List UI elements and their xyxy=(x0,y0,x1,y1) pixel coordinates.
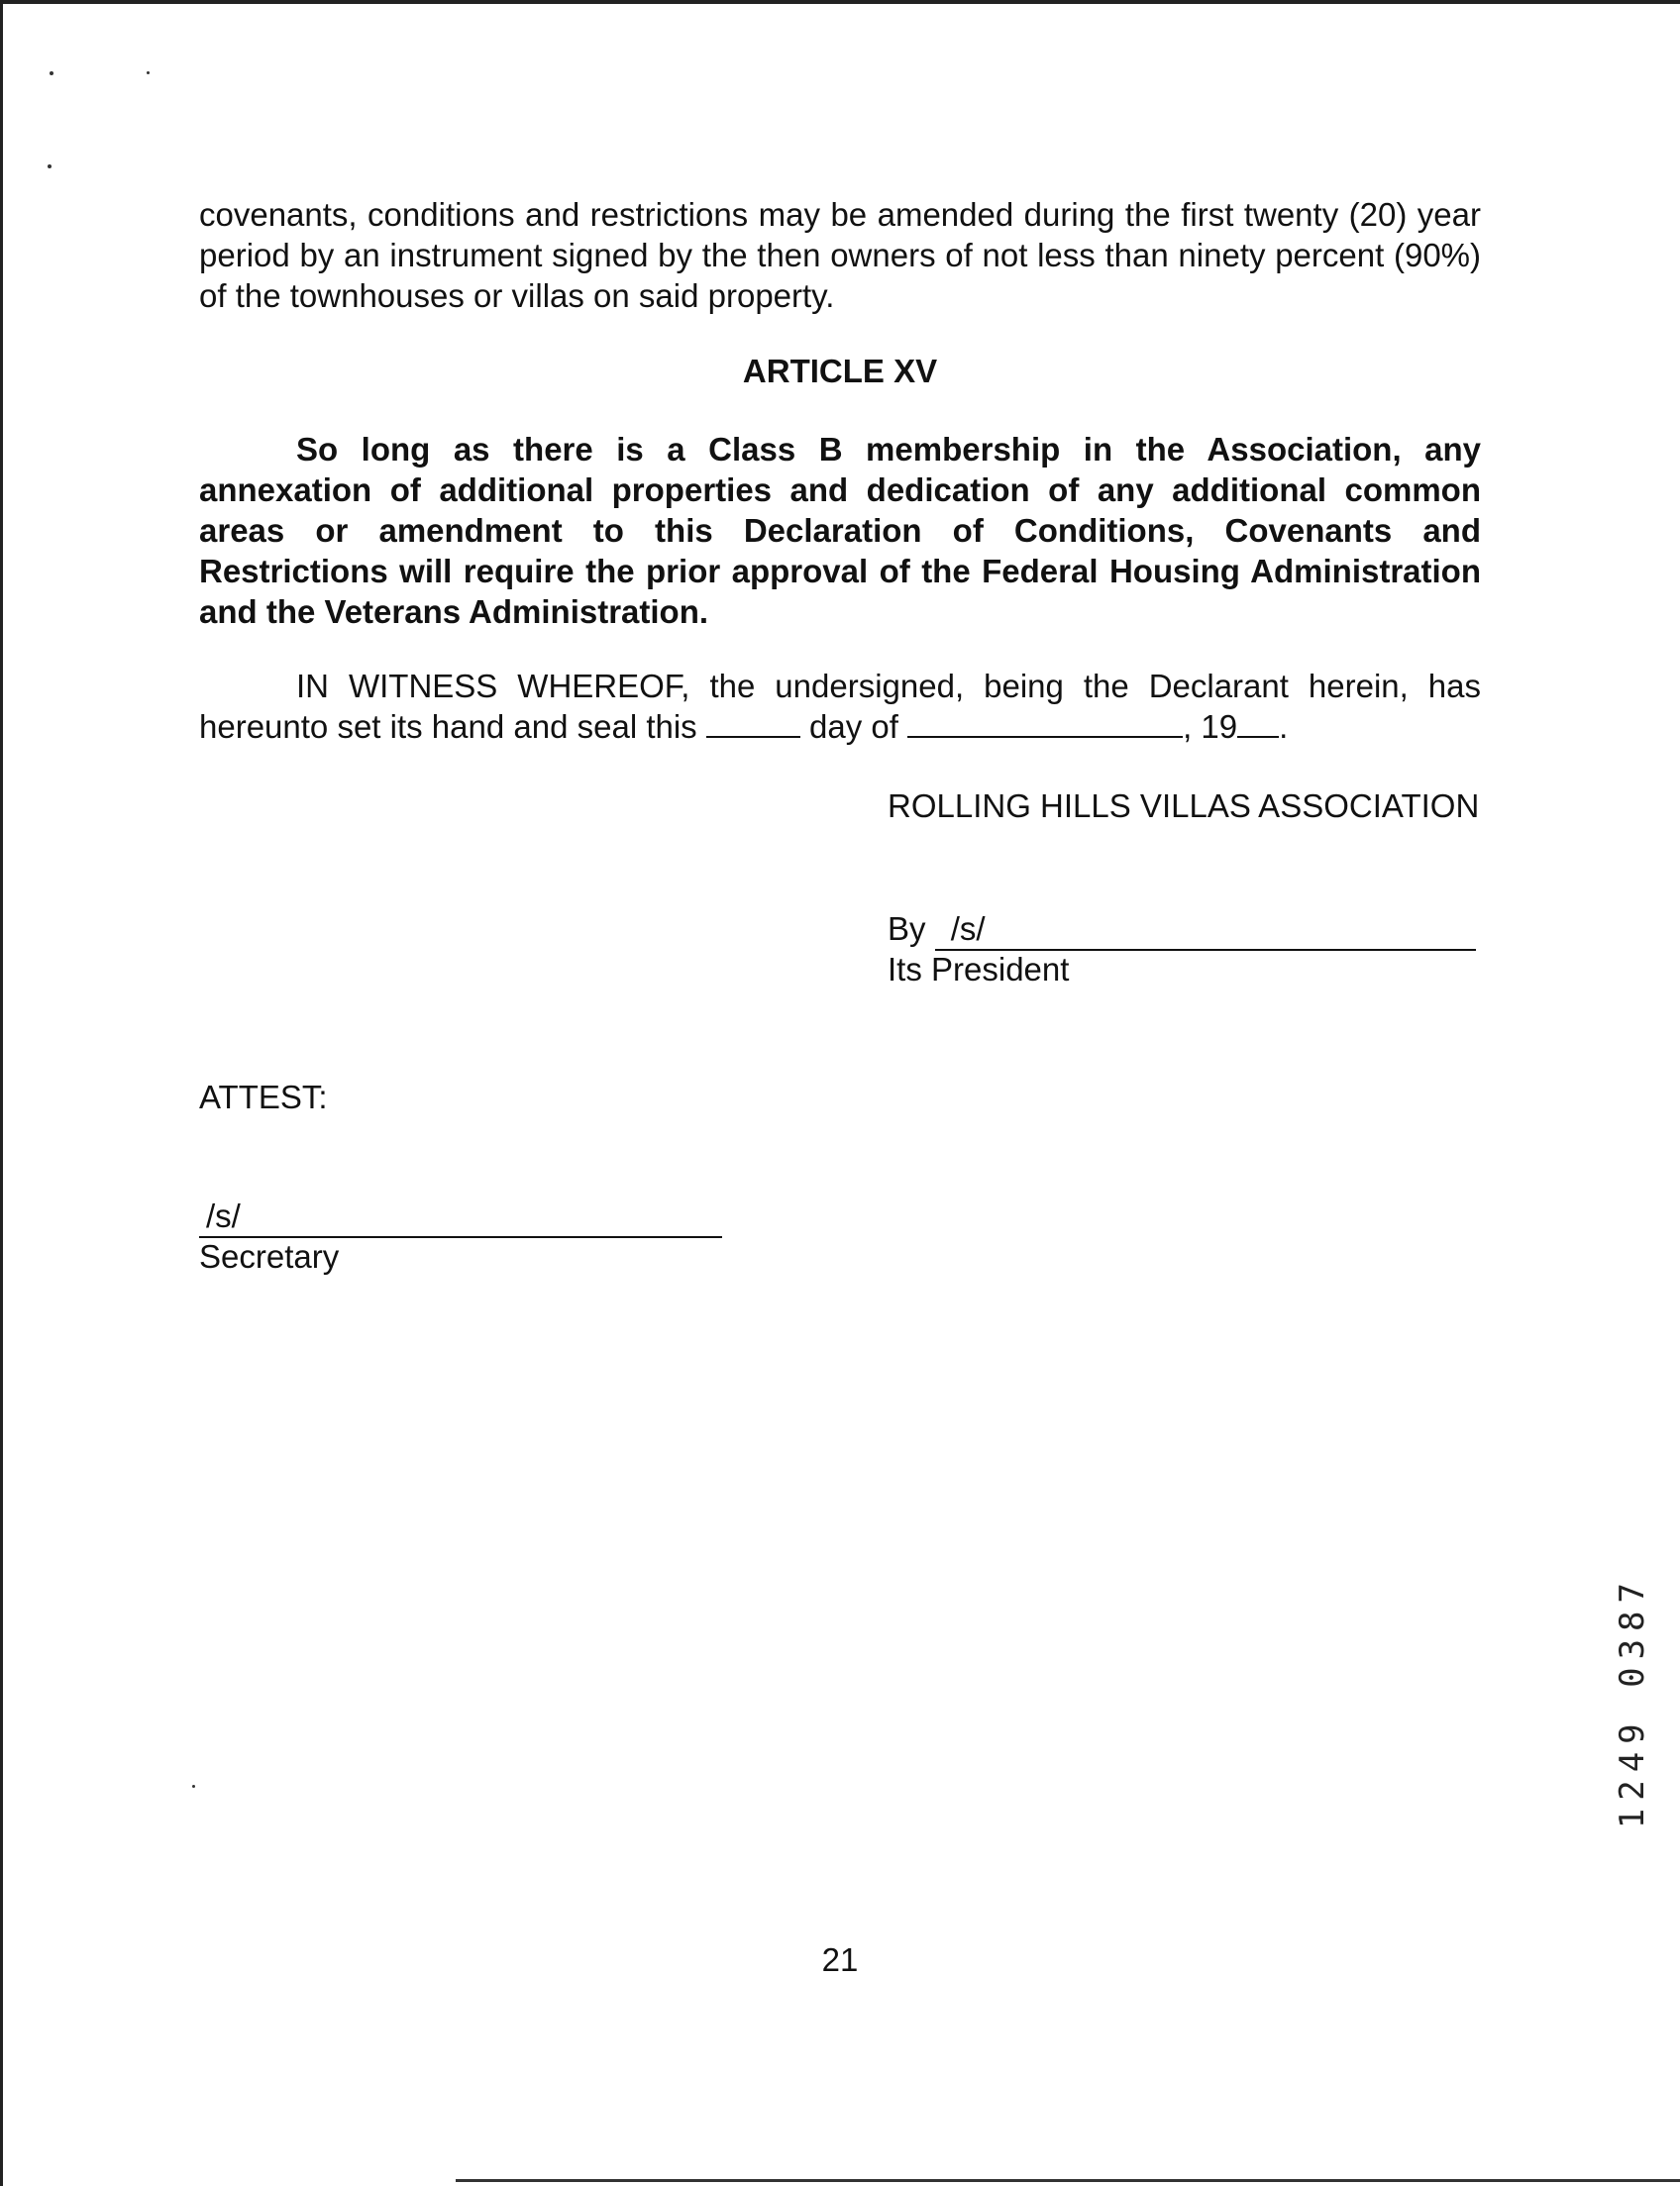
by-label: By xyxy=(888,910,926,947)
scan-border-bottom xyxy=(456,2179,1680,2182)
scan-speck xyxy=(50,71,53,75)
article-heading: ARTICLE XV xyxy=(742,353,938,389)
month-blank xyxy=(907,706,1183,738)
president-signature-line xyxy=(888,908,1476,951)
intro-paragraph: covenants, conditions and restrictions may be amended during the first twenty (20) year period by an instrument signed by the then owners of not less than ninety percent (90%) of the townhouses or villas on said property. xyxy=(199,196,1481,314)
day-blank xyxy=(706,706,800,738)
scan-border-left xyxy=(0,0,3,2186)
document-body xyxy=(199,194,1481,747)
page-number: 21 xyxy=(821,1941,859,1978)
scan-speck xyxy=(147,71,150,74)
secretary-signature: /s/ xyxy=(199,1196,722,1238)
year-blank xyxy=(1237,706,1279,738)
scan-border-top xyxy=(0,0,1680,4)
margin-stamp-text: 1249 0387 xyxy=(1613,1575,1652,1829)
president-title: Its President xyxy=(888,951,1070,988)
witness-text-2: day of xyxy=(809,708,898,745)
article-paragraph: So long as there is a Class B membership in the Association, any annexation of additional properties and dedication of any additional common areas or amendment to this Declaration of Conditions, Covenants and Restrictions will require the prior approval of the Federal Housing Administration and the Veterans Administration. xyxy=(199,431,1481,630)
president-signature: /s/ xyxy=(935,908,1476,951)
association-name: ROLLING HILLS VILLAS ASSOCIATION xyxy=(888,787,1480,824)
witness-text-4: . xyxy=(1279,708,1289,745)
witness-paragraph xyxy=(199,666,1481,747)
witness-text-3: , 19 xyxy=(1183,708,1238,745)
scan-speck xyxy=(192,1785,195,1788)
margin-stamp xyxy=(1315,1575,1652,1829)
attest-label: ATTEST: xyxy=(199,1079,328,1115)
secretary-title: Secretary xyxy=(199,1238,340,1275)
scan-speck xyxy=(48,164,52,168)
witness-text-1: IN WITNESS WHEREOF, the undersigned, being the Declarant herein, has hereunto set its hand and seal this xyxy=(199,668,1481,745)
